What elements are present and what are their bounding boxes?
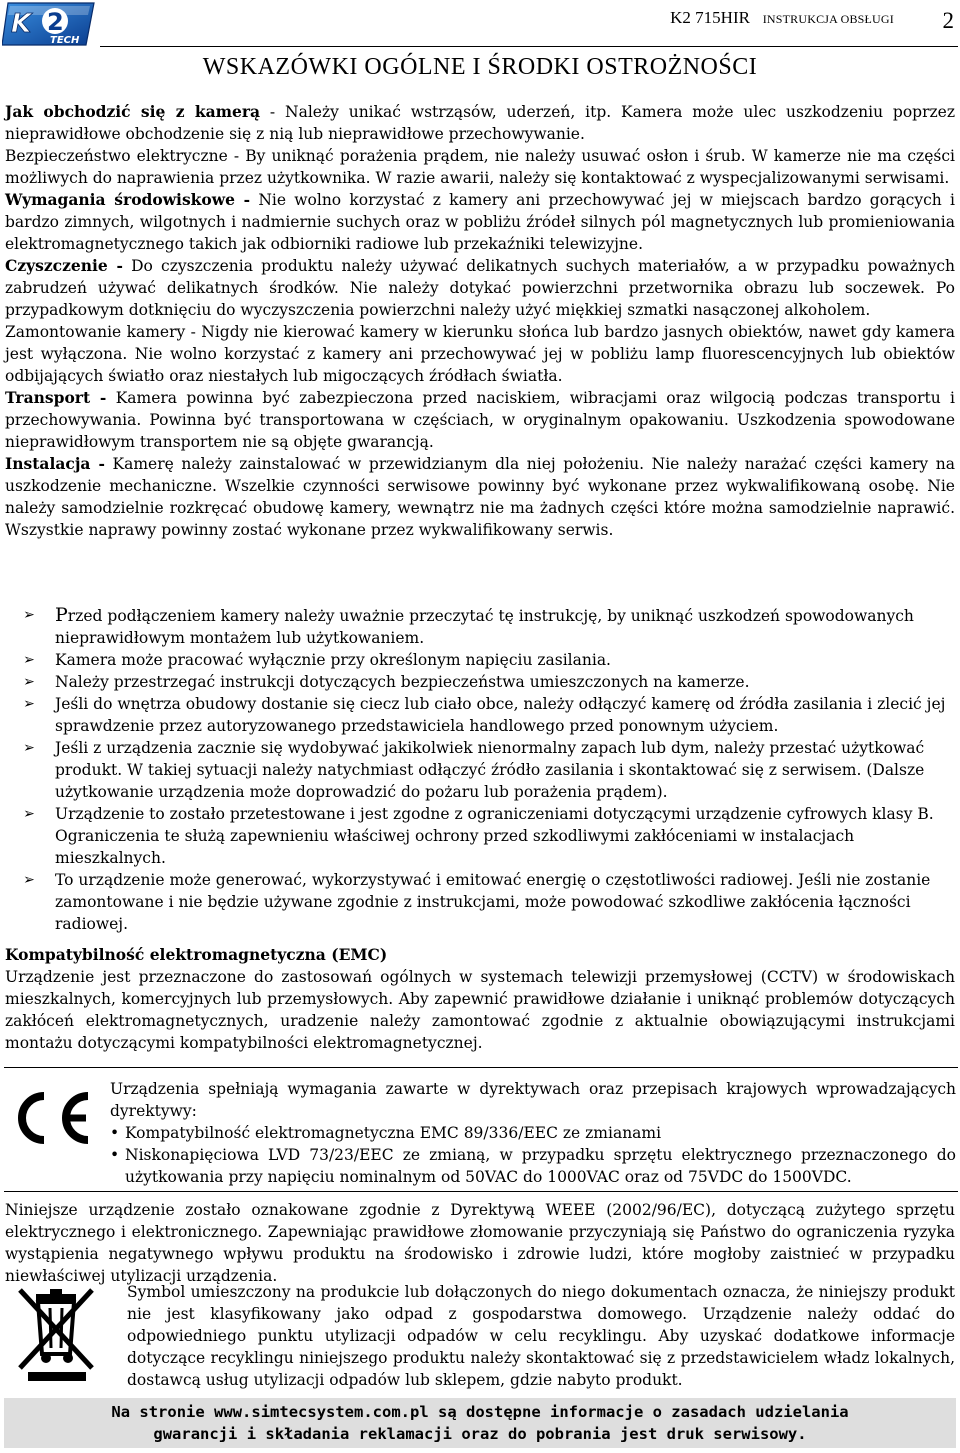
arrow-bullet-icon: ➢ [23, 696, 35, 712]
cleaning-heading: Czyszczenie - [5, 256, 123, 275]
footer-line-2: gwarancji i składania reklamacji oraz do pobrania jest druk serwisowy. [153, 1425, 807, 1443]
crossed-out-bin-icon [10, 1284, 102, 1382]
divider [4, 1067, 958, 1068]
general-guidelines [5, 101, 955, 541]
arrow-bullet-icon: ➢ [23, 652, 35, 668]
model-name: K2 715HIR [670, 8, 750, 27]
emc-text: Urządzenie jest przeznaczone do zastosowań ogólnych w systemach telewizji przemysłowej (CCTV) w środowiskach mieszkalnych, komercyjnych lub przemysłowych. Aby zapewnić prawidłowe działanie i uniknąć problemów dotyczących zakłóceń elektromagnetycznych, uradzenie należy zamontować zgodnie z aktualnie obowiązującymi instrukcjami montażu dotyczącymi kompatybilności elektromagnetycznej. [5, 968, 955, 1052]
page-number: 2 [942, 8, 954, 33]
arrow-bullet-icon: ➢ [23, 674, 35, 690]
footer-notice [4, 1398, 956, 1448]
list-item: ➢ Przed podłączeniem kamery należy uważnie przeczytać tę instrukcję, by uniknąć uszkodzeń spowodowanych nieprawidłowym montażem lub użytkowaniem. [23, 604, 914, 647]
weee-paragraph: Niniejsze urządzenie zostało oznakowane zgodnie z Dyrektywą WEEE (2002/96/EC), dotyczącą zużytego sprzętu elektrycznego i elektronicznego. Zapewniając prawidłowe złomowanie przyczyniają się Państwo do ograniczenia ryzyka wystąpienia negatywnego wpływu produktu na środowisko i zdrowie ludzi, które mogłoby zaistnieć w przypadku niewłaściwej utylizacji urządzenia. [5, 1201, 955, 1285]
svg-text:K: K [11, 9, 32, 39]
paragraph-installation [5, 453, 955, 541]
ce-compliance [0, 1078, 960, 1188]
paragraph-mounting: Zamontowanie kamery - Nigdy nie kierować kamery w kierunku słońca lub bardzo jasnych obiektów, nawet gdy kamera jest wyłączona. Nie wolno korzystać z kamery ani przechowywać jej w pobliżu lamp fluorescencyjnych lub obiektów odbijających światło oraz niestałych lub migoczących źródłach światła. [5, 323, 955, 385]
safety-bullet-list [5, 604, 955, 935]
cleaning-text: Do czyszczenia produktu należy używać delikatnych suchych materiałów, a w przypadku poważnych zabrudzeń używać delikatnych środków. Nie należy dotykać powierzchni przetwornika obrazu lub soczewek. Po przypadkowym dotknięciu do wyczyszczenia powierzchni należy użyć miękkiej szmatki nasączonej alkoholem. [5, 257, 955, 319]
ce-text [110, 1078, 956, 1188]
ce-mark-icon [10, 1088, 92, 1148]
ce-intro: Urządzenia spełniają wymagania zawarte w dyrektywach oraz przepisach krajowych wprowadzających dyrektywy: [110, 1080, 956, 1120]
doc-label: INSTRUKCJA OBSŁUGI [762, 12, 894, 26]
header-rule [100, 46, 958, 47]
installation-text: Kamerę należy zainstalować w przewidzianym dla niej położeniu. Nie należy narażać części kamery na uszkodzenie mechaniczne. Wszelkie czynności serwisowe powinny być wykonane przez wykwalifikowaną osobę. Nie należy samodzielnie rozkręcać obudowę kamery, wewnątrz nie ma żadnych części które można samodzielnie naprawić. Wszystkie naprawy powinny zostać wykonane przez wykwalifikowany serwis. [5, 455, 955, 539]
emc-heading: Kompatybilność elektromagnetyczna (EMC) [5, 945, 388, 964]
emc-section [5, 944, 955, 1054]
paragraph-electrical-safety: Bezpieczeństwo elektryczne - By uniknąć porażenia prądem, nie należy usuwać osłon i śrub. W kamerze nie ma części możliwych do naprawienia przez użytkownika. W razie awarii, należy się kontaktować z wyspecjalizowanymi serwisami. [5, 147, 955, 187]
weee-symbol-text: Symbol umieszczony na produkcie lub dołączonych do niego dokumentach oznacza, że niniejszy produkt nie jest klasyfikowany jako odpad z gospodarstwa domowego. Urządzenie należy oddać do odpowiedniego punktu utylizacji odpadów w celu recyklingu. Aby uzyskać dodatkowe informacje dotyczące recyklingu niniejszego produktu należy skontaktować się z przedstawicielem władz lokalnych, dostawcą usług utylizacji odpadów lub sklepem, gdzie nabyto produkt. [127, 1283, 955, 1389]
divider [4, 1191, 958, 1192]
handling-text: - Należy unikać wstrząsów, uderzeń, itp. Kamera może ulec uszkodzeniu poprzez nieprawidłowe obchodzenie się z nią lub nieprawidłowe przechowywanie. [5, 103, 955, 143]
paragraph-cleaning [5, 255, 955, 321]
transport-text: Kamera powinna być zabezpieczona przed naciskiem, wibracjami oraz wilgocią podczas transportu i przechowywania. Powinna być transportowana w częściach, w oryginalnym opakowaniu. Uszkodzenia spowodowane nieprawidłowym transportem nie są objęte gwarancją. [5, 389, 955, 451]
paragraph-environment [5, 189, 955, 255]
document-title [670, 8, 894, 28]
environment-text: Nie wolno korzystać z kamery ani przechowywać jej w miejscach bardzo gorących i bardzo zimnych, wilgotnych i nadmiernie suchych oraz w pobliżu źródeł silnych pól magnetycznych lub promieniowania elektromagnetycznego takich jak odbiorniki radiowe lub przekaźniki telewizyjne. [5, 191, 955, 253]
arrow-bullet-icon: ➢ [23, 806, 35, 822]
list-item: ➢ To urządzenie może generować, wykorzystywać i emitować energię o częstotliwości radiowej. Jeśli nie zostanie zamontowane i nie będzie używane zgodnie z instrukcjami, może powodować szkodliwe zakłócenia łączności radiowej. [23, 871, 931, 933]
ce-directive-list [110, 1122, 956, 1188]
list-item: ➢ Jeśli z urządzenia zacznie się wydobywać jakikolwiek nienormalny zapach lub dym, należy przestać użytkować produkt. W takiej sytuacji należy natychmiast odłączyć źródło zasilania i skontaktować się z serwisem. (Dalsze użytkowanie urządzenia może doprowadzić do pożaru lub porażenia prądem). [23, 739, 925, 801]
list-item: • Kompatybilność elektromagnetyczna EMC 89/336/EEC ze zmianami [110, 1122, 956, 1144]
paragraph-transport [5, 387, 955, 453]
installation-heading: Instalacja - [5, 454, 105, 473]
footer-line-1: Na stronie www.simtecsystem.com.pl są dostępne informacje o zasadach udzielania [111, 1403, 849, 1421]
page-title: WSKAZÓWKI OGÓLNE I ŚRODKI OSTROŻNOŚCI [202, 54, 758, 80]
transport-heading: Transport - [5, 388, 107, 407]
svg-text:TECH: TECH [50, 35, 80, 46]
svg-text:2: 2 [47, 8, 64, 36]
paragraph-handling [5, 101, 955, 145]
arrow-bullet-icon: ➢ [23, 740, 35, 756]
arrow-bullet-icon: ➢ [23, 607, 35, 623]
list-item: ➢ Kamera może pracować wyłącznie przy określonym napięciu zasilania. [23, 651, 611, 669]
list-item: ➢ Należy przestrzegać instrukcji dotyczących bezpieczeństwa umieszczonych na kamerze. [23, 673, 750, 691]
k2-tech-logo [2, 1, 98, 47]
handling-heading: Jak obchodzić się z kamerą [5, 102, 261, 121]
page-header [0, 0, 960, 48]
arrow-bullet-icon: ➢ [23, 872, 35, 888]
list-item: • Niskonapięciowa LVD 73/23/EEC ze zmianą, w przypadku sprzętu elektrycznego przeznaczonego do użytkowania przy napięciu nominalnym od 50VAC do 1000VAC oraz od 75VDC do 1500VDC. [110, 1144, 956, 1188]
list-item: ➢ Urządzenie to zostało przetestowane i jest zgodne z ograniczeniami dotyczącymi urządzenie cyfrowych klasy B. Ograniczenia te służą zapewnieniu właściwej ochrony przed szkodliwymi zakłóceniami w instalacjach mieszkalnych. [23, 805, 934, 867]
list-item: ➢ Jeśli do wnętrza obudowy dostanie się ciecz lub ciało obce, należy odłączyć kamerę od źródła zasilania i zlecić jej sprawdzenie przez autoryzowanego przedstawiciela handlowego przed ponownym użyciem. [23, 695, 946, 735]
environment-heading: Wymagania środowiskowe - [5, 190, 251, 209]
